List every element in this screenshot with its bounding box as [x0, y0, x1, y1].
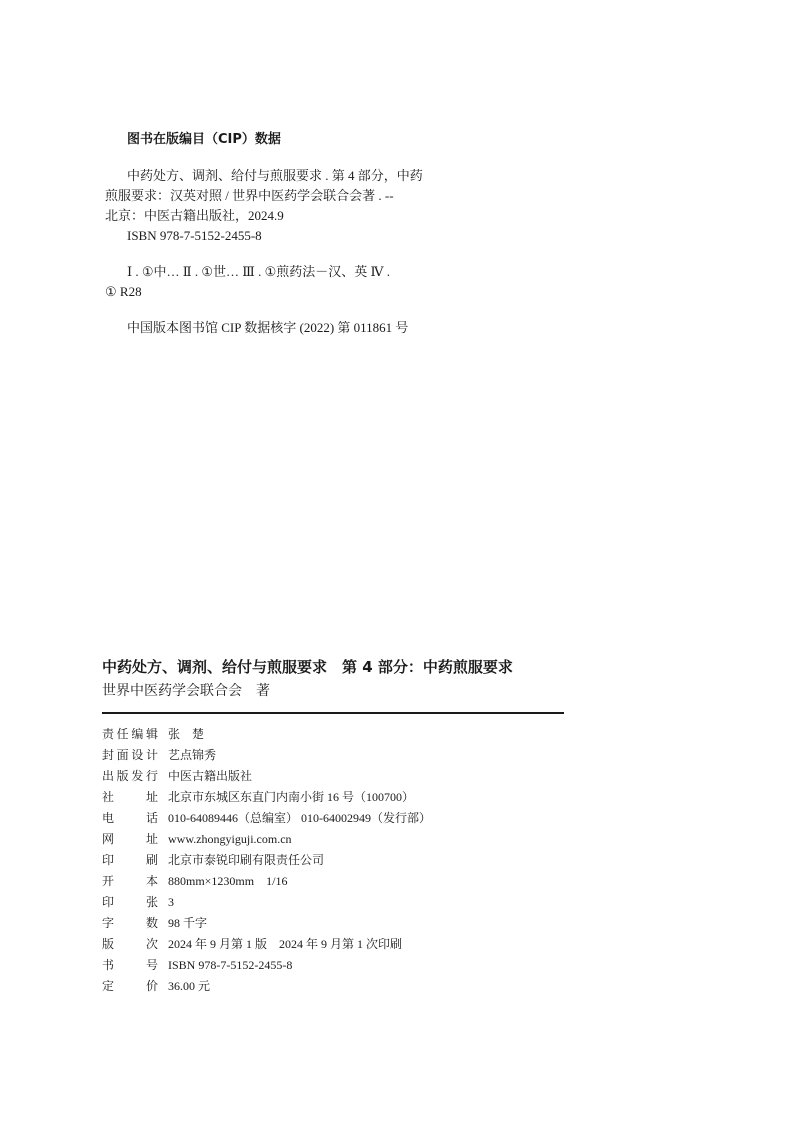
- info-label-char: 辑: [145, 727, 158, 741]
- info-label: [102, 871, 158, 892]
- info-label-char: 发: [131, 769, 144, 783]
- cip-line: 中国版本图书馆 CIP 数据核字 (2022) 第 011861 号: [127, 320, 409, 335]
- info-label-char: 话: [145, 811, 158, 825]
- divider: [102, 712, 564, 714]
- info-label: [102, 766, 158, 787]
- info-value: 北京市东城区东直门内南小街 16 号（100700）: [168, 790, 415, 804]
- cip-line: 北京：中医古籍出版社，2024.9: [105, 208, 284, 223]
- info-row: [102, 850, 564, 871]
- publication-info-table: [102, 724, 564, 997]
- info-value: 36.00 元: [168, 979, 211, 993]
- info-label-char: 编: [131, 727, 144, 741]
- info-label-char: 号: [145, 958, 158, 972]
- info-label-char: 开: [102, 874, 115, 888]
- info-row: [102, 724, 564, 745]
- info-row: [102, 745, 564, 766]
- info-value: 3: [168, 895, 174, 909]
- info-value: 2024 年 9 月第 1 版 2024 年 9 月第 1 次印刷: [168, 937, 403, 951]
- book-info-section: [102, 656, 564, 997]
- info-label-char: 电: [102, 811, 115, 825]
- info-value: www.zhongyiguji.com.cn: [168, 832, 292, 846]
- info-row: [102, 787, 564, 808]
- info-label-char: 字: [102, 916, 115, 930]
- info-row: [102, 892, 564, 913]
- info-label-char: 址: [145, 832, 158, 846]
- info-label: [102, 892, 158, 913]
- info-value: 北京市泰锐印刷有限责任公司: [168, 853, 325, 867]
- book-title: 中药处方、调剂、给付与煎服要求 第 4 部分：中药煎服要求: [102, 658, 513, 676]
- info-label-char: 定: [102, 979, 115, 993]
- info-label-char: 出: [102, 769, 115, 783]
- info-row: [102, 913, 564, 934]
- info-label-char: 封: [102, 748, 115, 762]
- info-label-char: 版: [116, 769, 129, 783]
- info-label-char: 数: [145, 916, 158, 930]
- info-value: 中医古籍出版社: [168, 769, 253, 783]
- info-label-char: 版: [102, 937, 115, 951]
- info-label-char: 计: [145, 748, 158, 762]
- cip-line: Ⅰ . ①中… Ⅱ . ①世… Ⅲ . ①煎药法－汉、英 Ⅳ .: [127, 264, 390, 279]
- info-row: [102, 934, 564, 955]
- info-label: [102, 829, 158, 850]
- info-label-char: 本: [145, 874, 158, 888]
- info-label: [102, 976, 158, 997]
- info-label-char: 价: [145, 979, 158, 993]
- info-value: 98 千字: [168, 916, 208, 930]
- cip-block-2: [105, 262, 465, 302]
- cip-line: ① R28: [105, 284, 142, 299]
- cip-heading: 图书在版编目（CIP）数据: [127, 132, 281, 147]
- info-label: [102, 955, 158, 976]
- info-label-char: 张: [145, 895, 158, 909]
- info-label: [102, 724, 158, 745]
- info-label: [102, 934, 158, 955]
- info-label-char: 行: [145, 769, 158, 783]
- info-row: [102, 808, 564, 829]
- cip-line: 中药处方、调剂、给付与煎服要求 . 第 4 部分，中药: [127, 168, 423, 183]
- info-row: [102, 871, 564, 892]
- info-value: 880mm×1230mm 1/16: [168, 874, 288, 888]
- info-label-char: 书: [102, 958, 115, 972]
- info-row: [102, 976, 564, 997]
- cip-line: ISBN 978-7-5152-2455-8: [127, 228, 262, 243]
- info-label: [102, 808, 158, 829]
- info-label-char: 面: [116, 748, 129, 762]
- info-label-char: 责: [102, 727, 115, 741]
- info-value: 张 楚: [168, 727, 205, 741]
- info-label: [102, 787, 158, 808]
- info-value: ISBN 978-7-5152-2455-8: [168, 958, 293, 972]
- info-row: [102, 829, 564, 850]
- info-label: [102, 745, 158, 766]
- info-label-char: 印: [102, 895, 115, 909]
- info-label-char: 社: [102, 790, 115, 804]
- info-label-char: 网: [102, 832, 115, 846]
- info-row: [102, 955, 564, 976]
- info-value: 艺点锦秀: [168, 748, 217, 762]
- info-label: [102, 850, 158, 871]
- info-row: [102, 766, 564, 787]
- info-label-char: 任: [116, 727, 129, 741]
- book-author: 世界中医药学会联合会 著: [102, 683, 270, 699]
- info-label-char: 址: [145, 790, 158, 804]
- info-label-char: 设: [131, 748, 144, 762]
- info-label-char: 次: [145, 937, 158, 951]
- cip-line: 煎服要求：汉英对照 / 世界中医药学会联合会著 . --: [105, 188, 394, 203]
- info-value: 010-64089446（总编室） 010-64002949（发行部）: [168, 811, 431, 825]
- info-label-char: 印: [102, 853, 115, 867]
- info-label-char: 刷: [145, 853, 158, 867]
- cip-block-1: [105, 166, 465, 246]
- info-label: [102, 913, 158, 934]
- cip-section: [105, 130, 465, 338]
- cip-block-3: [105, 318, 465, 338]
